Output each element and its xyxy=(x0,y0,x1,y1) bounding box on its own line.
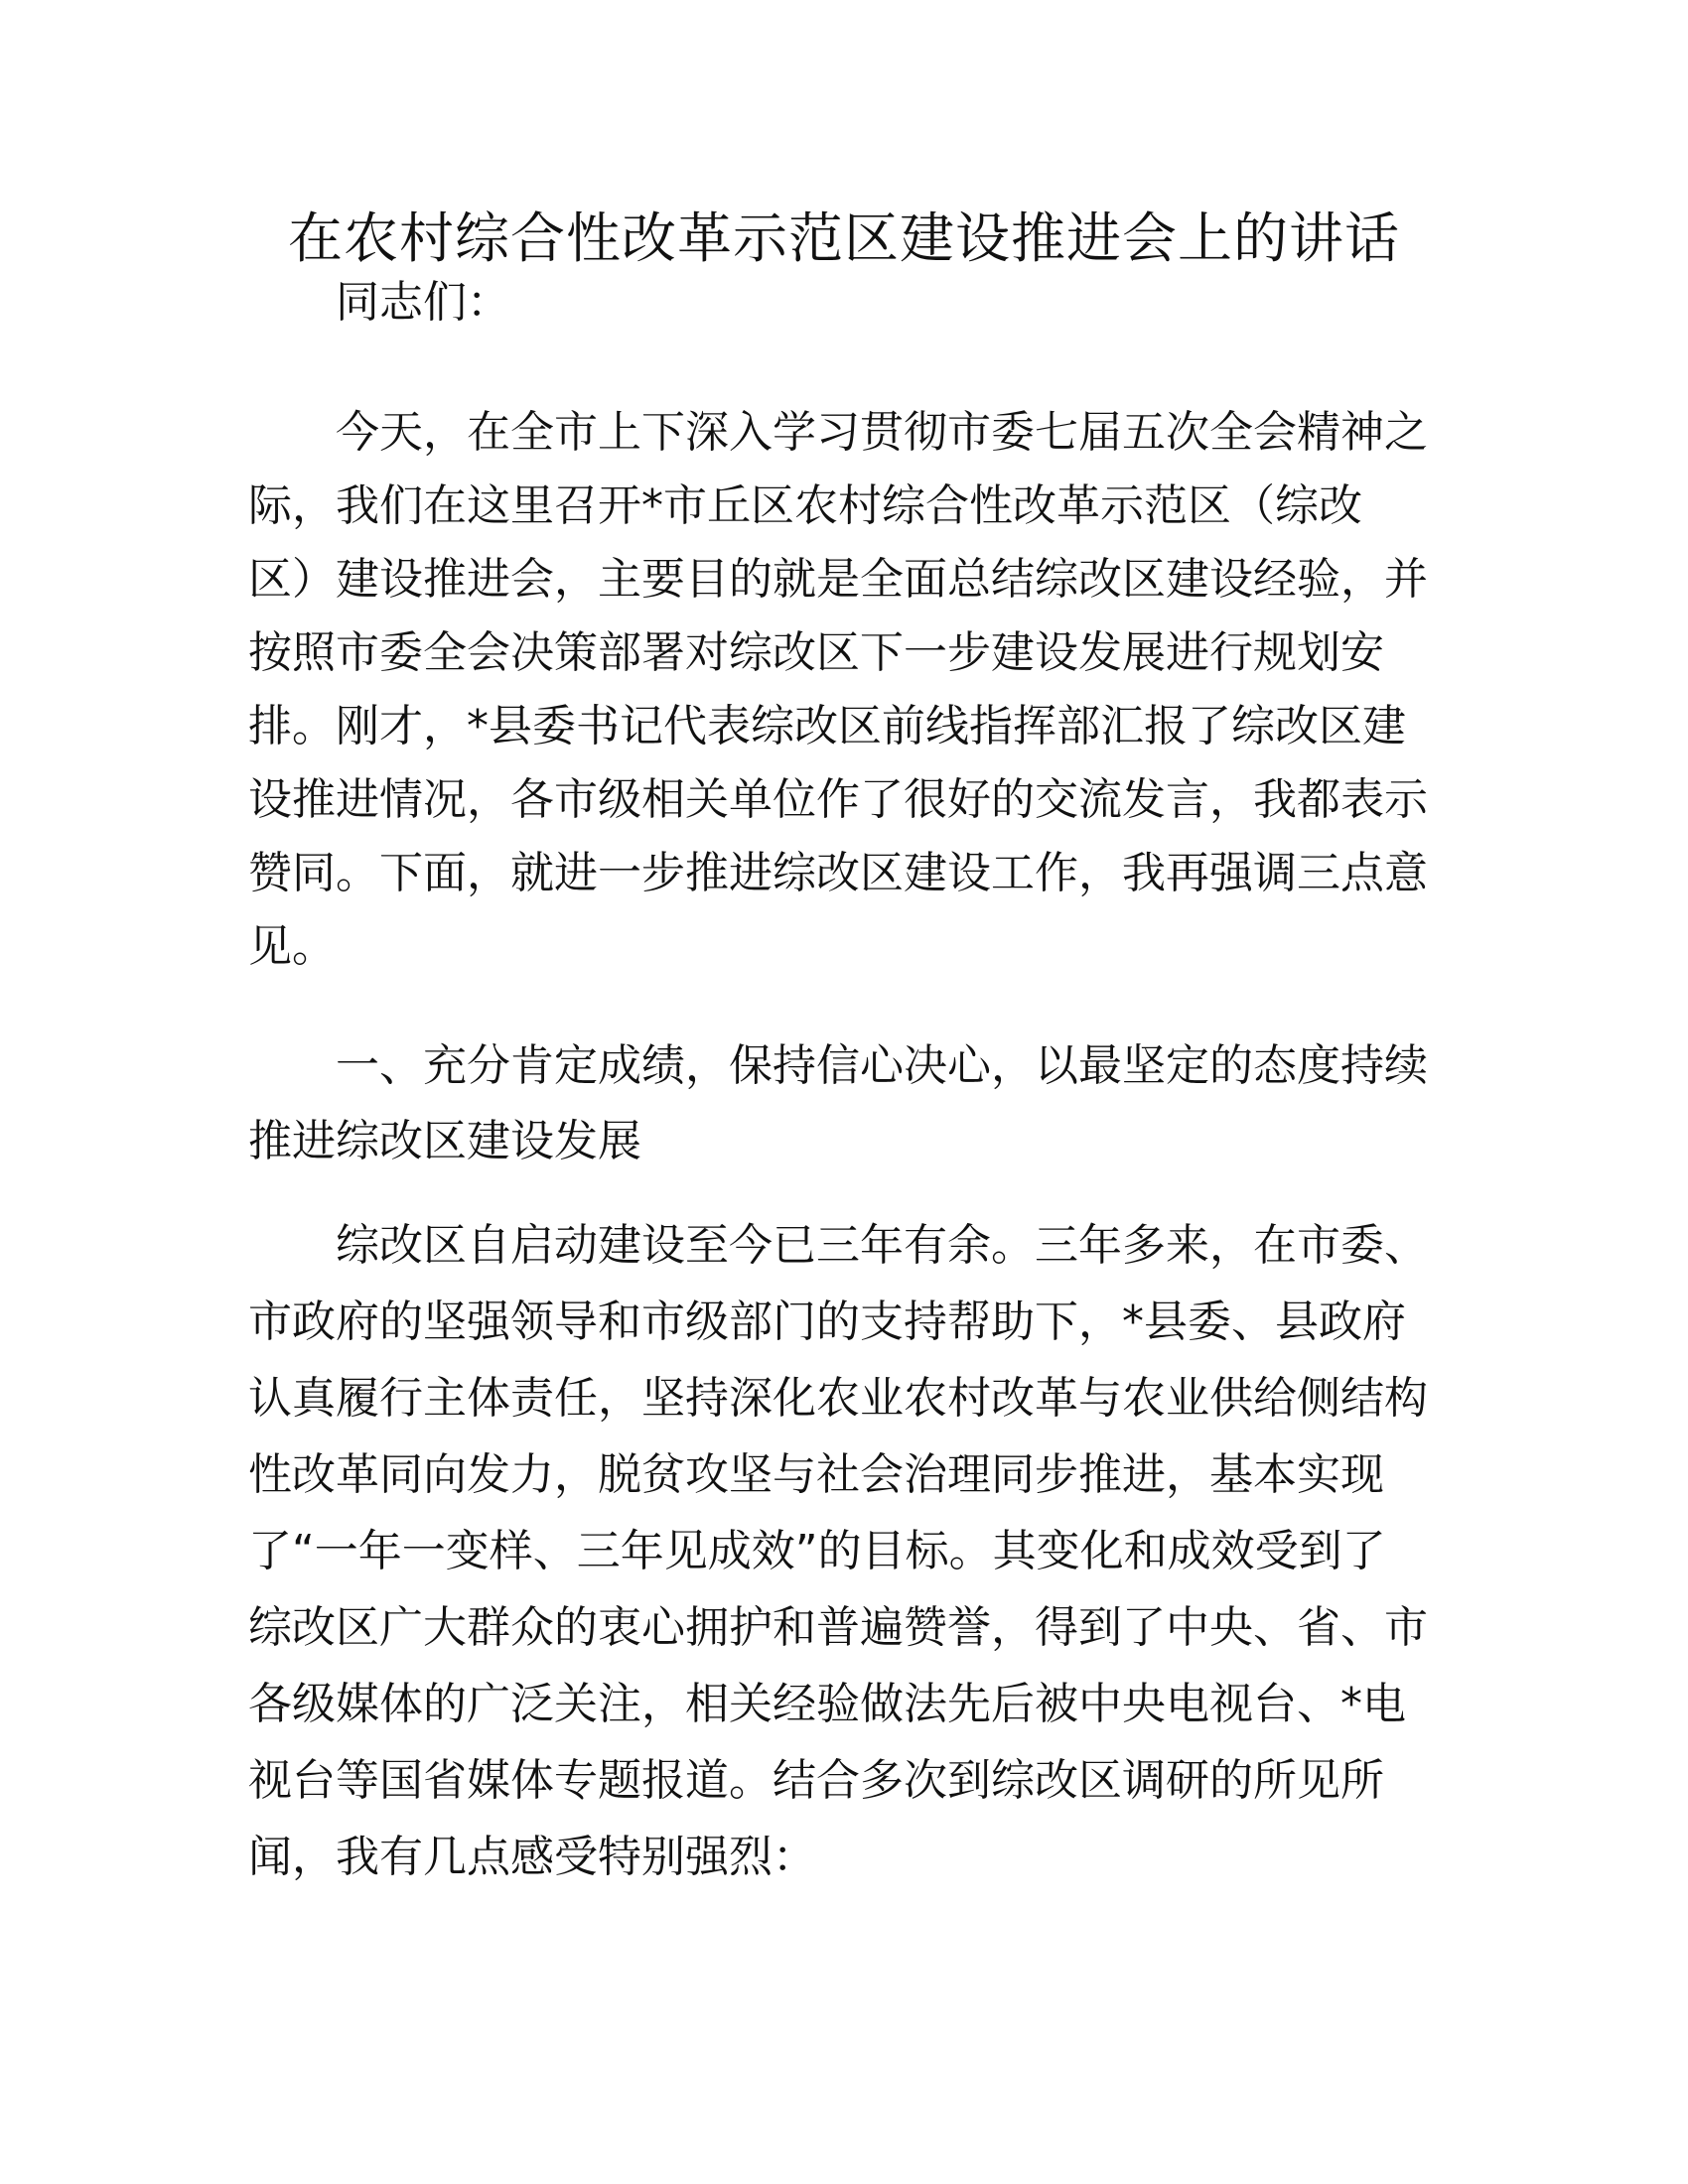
heading-line: 一、充分肯定成绩，保持信心决心，以最坚定的态度持续 xyxy=(336,1040,1428,1091)
paragraph-line: 排。刚才，*县委书记代表综改区前线指挥部汇报了综改区建 xyxy=(248,701,1406,751)
paragraph-line: 了“一年一变样、三年见成效”的目标。其变化和成效受到了 xyxy=(248,1526,1386,1576)
paragraph-line: 性改革同向发力，脱贫攻坚与社会治理同步推进，基本实现 xyxy=(248,1449,1384,1500)
heading-line: 推进综改区建设发展 xyxy=(248,1116,641,1166)
paragraph-line: 综改区自启动建设至今已三年有余。三年多来，在市委、 xyxy=(336,1220,1428,1271)
paragraph-line: 区）建设推进会，主要目的就是全面总结综改区建设经验，并 xyxy=(248,554,1428,605)
salutation: 同志们： xyxy=(336,277,510,328)
paragraph-line: 际，我们在这里召开*市丘区农村综合性改革示范区（综改 xyxy=(248,480,1362,531)
paragraph-line: 设推进情况，各市级相关单位作了很好的交流发言，我都表示 xyxy=(248,774,1428,825)
paragraph-line: 今天，在全市上下深入学习贯彻市委七届五次全会精神之 xyxy=(336,407,1428,458)
document-title: 在农村综合性改革示范区建设推进会上的讲话 xyxy=(287,206,1400,270)
paragraph-line: 市政府的坚强领导和市级部门的支持帮助下，*县委、县政府 xyxy=(248,1297,1406,1347)
paragraph-line: 闻，我有几点感受特别强烈： xyxy=(248,1832,816,1882)
paragraph-line: 见。 xyxy=(248,921,336,972)
paragraph-line: 按照市委全会决策部署对综改区下一步建设发展进行规划安 xyxy=(248,627,1384,678)
paragraph-line: 视台等国省媒体专题报道。结合多次到综改区调研的所见所 xyxy=(248,1755,1384,1806)
paragraph-line: 赞同。下面，就进一步推进综改区建设工作，我再强调三点意 xyxy=(248,848,1428,898)
paragraph-line: 综改区广大群众的衷心拥护和普遍赞誉，得到了中央、省、市 xyxy=(248,1602,1428,1653)
paragraph-line: 认真履行主体责任，坚持深化农业农村改革与农业供给侧结构 xyxy=(248,1373,1428,1424)
paragraph-line: 各级媒体的广泛关注，相关经验做法先后被中央电视台、*电 xyxy=(248,1679,1406,1729)
